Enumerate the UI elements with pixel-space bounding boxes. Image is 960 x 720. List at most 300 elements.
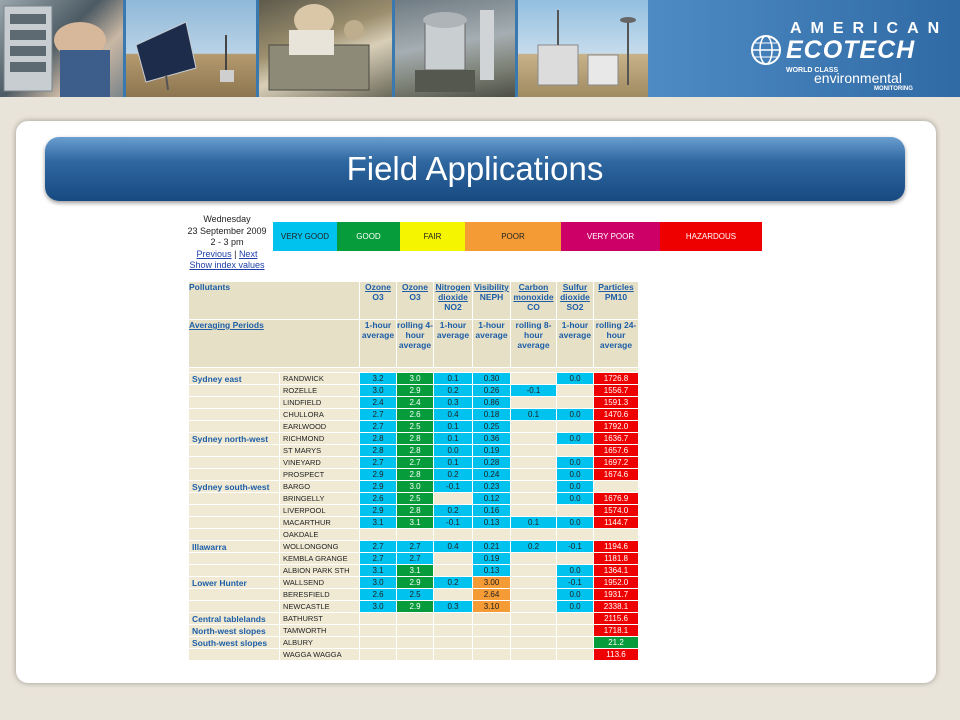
- reading-cell: [397, 613, 434, 625]
- reading-cell: 0.1: [434, 421, 473, 433]
- reading-cell: 0.28: [473, 457, 511, 469]
- reading-cell: 3.1: [397, 517, 434, 529]
- reading-cell: [360, 529, 397, 541]
- reading-cell: [557, 421, 594, 433]
- reading-cell: [511, 397, 557, 409]
- reading-cell: 2.8: [397, 469, 434, 481]
- legend-poor: POOR: [465, 222, 561, 251]
- reading-cell: [434, 625, 473, 637]
- reading-cell: 0.3: [434, 397, 473, 409]
- reading-cell: 0.0: [557, 409, 594, 421]
- region-name: [189, 517, 280, 529]
- col-header-visibility: [473, 282, 511, 320]
- site-name: BRINGELLY: [280, 493, 360, 505]
- col-code-o3-1: O3: [372, 292, 384, 302]
- table-row: [189, 553, 639, 565]
- brand-american: AMERICAN: [790, 20, 949, 37]
- col-header-pm10: [594, 282, 639, 320]
- reading-cell: [557, 529, 594, 541]
- col-name-pm10[interactable]: Particles: [598, 282, 634, 292]
- reading-cell: [397, 637, 434, 649]
- reading-cell: [557, 505, 594, 517]
- reading-cell: 3.0: [360, 601, 397, 613]
- legend-good: GOOD: [337, 222, 400, 251]
- region-name: Lower Hunter: [189, 577, 280, 589]
- col-code-so2: SO2: [566, 302, 584, 312]
- site-name: PROSPECT: [280, 469, 360, 481]
- brand-tagline-small: WORLD CLASS: [786, 67, 839, 74]
- site-name: TAMWORTH: [280, 625, 360, 637]
- table-row: [189, 373, 639, 385]
- site-name: WOLLONGONG: [280, 541, 360, 553]
- page-title: Field Applications: [346, 150, 604, 187]
- reading-cell: 2.9: [397, 601, 434, 613]
- reading-cell: [511, 625, 557, 637]
- reading-cell: 1697.2: [594, 457, 639, 469]
- reading-cell: 0.2: [434, 577, 473, 589]
- reading-cell: 113.6: [594, 649, 639, 661]
- region-name: [189, 601, 280, 613]
- header-pollutants-row: [189, 282, 639, 320]
- region-name: [189, 421, 280, 433]
- table-row: [189, 493, 639, 505]
- reading-cell: 2.64: [473, 589, 511, 601]
- header-banner: [0, 0, 960, 97]
- region-name: North-west slopes: [189, 625, 280, 637]
- region-name: [189, 649, 280, 661]
- reading-cell: 1556.7: [594, 385, 639, 397]
- reading-cell: 2.7: [397, 541, 434, 553]
- col-name-visibility[interactable]: Visibility: [474, 282, 509, 292]
- reading-cell: 1194.6: [594, 541, 639, 553]
- col-code-co: CO: [527, 302, 540, 312]
- reading-cell: -0.1: [511, 385, 557, 397]
- table-row: [189, 385, 639, 397]
- reading-cell: [557, 649, 594, 661]
- col-code-o3-2: O3: [409, 292, 421, 302]
- reading-cell: [511, 481, 557, 493]
- site-name: LINDFIELD: [280, 397, 360, 409]
- reading-cell: [511, 649, 557, 661]
- site-name: WALLSEND: [280, 577, 360, 589]
- reading-cell: [473, 625, 511, 637]
- reading-cell: 0.13: [473, 517, 511, 529]
- reading-cell: 2.9: [360, 481, 397, 493]
- reading-cell: 3.0: [397, 481, 434, 493]
- reading-cell: [557, 637, 594, 649]
- table-row: [189, 409, 639, 421]
- title-bar: [45, 137, 905, 201]
- reading-cell: 2.7: [360, 409, 397, 421]
- reading-cell: 21.2: [594, 637, 639, 649]
- region-name: [189, 457, 280, 469]
- reading-cell: 0.30: [473, 373, 511, 385]
- table-row: [189, 649, 639, 661]
- reading-cell: [360, 613, 397, 625]
- reading-cell: 0.1: [434, 373, 473, 385]
- site-name: ALBURY: [280, 637, 360, 649]
- reading-cell: [511, 589, 557, 601]
- reading-cell: [594, 481, 639, 493]
- site-name: ROZELLE: [280, 385, 360, 397]
- reading-cell: [511, 529, 557, 541]
- reading-cell: [360, 625, 397, 637]
- reading-cell: 3.1: [360, 565, 397, 577]
- reading-cell: 0.0: [434, 445, 473, 457]
- reading-cell: 3.2: [360, 373, 397, 385]
- table-row: [189, 529, 639, 541]
- reading-cell: 0.2: [434, 469, 473, 481]
- table-row: [189, 541, 639, 553]
- reading-cell: 1591.3: [594, 397, 639, 409]
- site-name: BERESFIELD: [280, 589, 360, 601]
- reading-cell: [511, 493, 557, 505]
- reading-cell: 2.5: [397, 589, 434, 601]
- brand-tagline-main: environmental: [814, 70, 902, 86]
- site-name: RICHMOND: [280, 433, 360, 445]
- site-name: KEMBLA GRANGE: [280, 553, 360, 565]
- avg-ozone-1: 1-hour average: [360, 320, 397, 368]
- region-name: [189, 385, 280, 397]
- reading-cell: 2.5: [397, 493, 434, 505]
- reading-cell: 0.12: [473, 493, 511, 505]
- reading-cell: 2.6: [397, 409, 434, 421]
- site-name: NEWCASTLE: [280, 601, 360, 613]
- reading-cell: [360, 637, 397, 649]
- reading-cell: [473, 529, 511, 541]
- brand-tagline-end: MONITORING: [874, 86, 913, 92]
- table-row: [189, 577, 639, 589]
- air-quality-legend: [273, 222, 762, 251]
- reading-cell: 2.5: [397, 421, 434, 433]
- col-name-no2[interactable]: Nitrogen dioxide: [435, 282, 471, 302]
- col-header-so2: [557, 282, 594, 320]
- reading-cell: 0.1: [511, 409, 557, 421]
- reading-cell: [434, 613, 473, 625]
- col-header-ozone-2: [397, 282, 434, 320]
- region-name: Sydney north-west: [189, 433, 280, 445]
- date-time-range: 2 - 3 pm: [210, 237, 244, 247]
- reading-cell: 2.8: [397, 433, 434, 445]
- col-name-so2[interactable]: Sulfur dioxide: [560, 282, 590, 302]
- table-row: [189, 565, 639, 577]
- reading-cell: 0.2: [511, 541, 557, 553]
- site-name: OAKDALE: [280, 529, 360, 541]
- legend-very-good: VERY GOOD: [273, 222, 337, 251]
- reading-cell: -0.1: [434, 517, 473, 529]
- legend-fair: FAIR: [400, 222, 465, 251]
- reading-cell: 0.4: [434, 409, 473, 421]
- reading-cell: 0.0: [557, 589, 594, 601]
- date-full: 23 September 2009: [187, 225, 267, 236]
- reading-cell: 0.0: [557, 457, 594, 469]
- reading-cell: 0.23: [473, 481, 511, 493]
- reading-cell: 2.4: [360, 397, 397, 409]
- reading-cell: 1574.0: [594, 505, 639, 517]
- site-name: LIVERPOOL: [280, 505, 360, 517]
- reading-cell: 2.9: [360, 469, 397, 481]
- reading-cell: [473, 637, 511, 649]
- reading-cell: [434, 565, 473, 577]
- reading-cell: 0.1: [511, 517, 557, 529]
- region-name: Illawarra: [189, 541, 280, 553]
- pollutants-header: [189, 282, 360, 320]
- table-row: [189, 517, 639, 529]
- reading-cell: 0.4: [434, 541, 473, 553]
- region-name: [189, 409, 280, 421]
- reading-cell: 1657.6: [594, 445, 639, 457]
- site-name: RANDWICK: [280, 373, 360, 385]
- region-name: Sydney east: [189, 373, 280, 385]
- reading-cell: 3.0: [360, 385, 397, 397]
- banner-photo-solar-panel: [126, 0, 256, 97]
- legend-hazardous: HAZARDOUS: [660, 222, 762, 251]
- site-name: EARLWOOD: [280, 421, 360, 433]
- table-row: [189, 613, 639, 625]
- reading-cell: 0.2: [434, 385, 473, 397]
- col-header-no2: [434, 282, 473, 320]
- region-name: Central tablelands: [189, 613, 280, 625]
- reading-cell: 1718.1: [594, 625, 639, 637]
- reading-cell: [557, 613, 594, 625]
- reading-cell: 2.7: [397, 457, 434, 469]
- table-row: [189, 589, 639, 601]
- reading-cell: [511, 613, 557, 625]
- legend-very-poor: VERY POOR: [561, 222, 660, 251]
- reading-cell: 1470.6: [594, 409, 639, 421]
- region-name: Sydney south-west: [189, 481, 280, 493]
- reading-cell: 1792.0: [594, 421, 639, 433]
- reading-cell: 0.0: [557, 601, 594, 613]
- reading-cell: [511, 373, 557, 385]
- avg-no2: 1-hour average: [434, 320, 473, 368]
- air-quality-table: [188, 281, 639, 661]
- col-name-ozone-1[interactable]: Ozone: [365, 282, 391, 292]
- reading-cell: 0.1: [434, 457, 473, 469]
- site-name: BARGO: [280, 481, 360, 493]
- reading-cell: [511, 637, 557, 649]
- averaging-periods-link[interactable]: Averaging Periods: [189, 320, 264, 330]
- brand-ecotech: ECOTECH: [786, 36, 916, 64]
- reading-cell: [434, 649, 473, 661]
- reading-cell: [434, 493, 473, 505]
- reading-cell: [511, 469, 557, 481]
- avg-co: rolling 8-hour average: [511, 320, 557, 368]
- reading-cell: [434, 589, 473, 601]
- reading-cell: [434, 637, 473, 649]
- prev-next-links: [182, 249, 272, 261]
- reading-cell: [511, 505, 557, 517]
- region-name: South-west slopes: [189, 637, 280, 649]
- avg-visibility: 1-hour average: [473, 320, 511, 368]
- reading-cell: -0.1: [557, 577, 594, 589]
- reading-cell: 0.0: [557, 493, 594, 505]
- region-name: [189, 397, 280, 409]
- banner-photo-station: [518, 0, 648, 97]
- reading-cell: 0.0: [557, 433, 594, 445]
- reading-cell: [557, 445, 594, 457]
- reading-cell: 0.0: [557, 469, 594, 481]
- reading-cell: 0.36: [473, 433, 511, 445]
- reading-cell: 1952.0: [594, 577, 639, 589]
- table-row: [189, 421, 639, 433]
- avg-ozone-2: rolling 4-hour average: [397, 320, 434, 368]
- reading-cell: [511, 421, 557, 433]
- reading-cell: 3.00: [473, 577, 511, 589]
- date-navigation: [182, 214, 272, 272]
- reading-cell: 2338.1: [594, 601, 639, 613]
- reading-cell: 1726.8: [594, 373, 639, 385]
- reading-cell: 2.8: [360, 433, 397, 445]
- reading-cell: 2.4: [397, 397, 434, 409]
- reading-cell: 1636.7: [594, 433, 639, 445]
- site-name: WAGGA WAGGA: [280, 649, 360, 661]
- site-name: ALBION PARK STH: [280, 565, 360, 577]
- solar-illustration: [126, 0, 256, 97]
- reading-cell: 0.0: [557, 565, 594, 577]
- header-averaging-row: [189, 320, 639, 368]
- reading-cell: [397, 529, 434, 541]
- col-header-co: [511, 282, 557, 320]
- reading-cell: [557, 625, 594, 637]
- table-row: [189, 481, 639, 493]
- region-name: [189, 445, 280, 457]
- reading-cell: 0.0: [557, 517, 594, 529]
- col-header-ozone-1: [360, 282, 397, 320]
- reading-cell: 2.6: [360, 589, 397, 601]
- reading-cell: [511, 565, 557, 577]
- reading-cell: [434, 553, 473, 565]
- reading-cell: 0.18: [473, 409, 511, 421]
- reading-cell: [511, 433, 557, 445]
- reading-cell: 2.7: [360, 553, 397, 565]
- next-link[interactable]: Next: [238, 248, 258, 259]
- reading-cell: [511, 445, 557, 457]
- reading-cell: 2.7: [360, 421, 397, 433]
- reading-cell: 0.1: [434, 433, 473, 445]
- region-name: [189, 553, 280, 565]
- site-name: CHULLORA: [280, 409, 360, 421]
- col-name-ozone-2[interactable]: Ozone: [402, 282, 428, 292]
- reading-cell: 2115.6: [594, 613, 639, 625]
- reading-cell: 3.0: [397, 373, 434, 385]
- show-index-values-link[interactable]: Show index values: [189, 260, 265, 270]
- reading-cell: [473, 613, 511, 625]
- reading-cell: 0.26: [473, 385, 511, 397]
- reading-cell: 2.8: [397, 505, 434, 517]
- reading-cell: 2.8: [360, 445, 397, 457]
- reading-cell: 1676.9: [594, 493, 639, 505]
- reading-cell: 3.0: [360, 577, 397, 589]
- reading-cell: -0.1: [557, 541, 594, 553]
- table-row: [189, 601, 639, 613]
- table-row: [189, 637, 639, 649]
- reading-cell: 0.2: [434, 505, 473, 517]
- link-separator: |: [234, 248, 237, 259]
- technician-illustration: [259, 0, 392, 97]
- col-code-no2: NO2: [444, 302, 462, 312]
- table-row: [189, 505, 639, 517]
- sampler-illustration: [395, 0, 515, 97]
- reading-cell: 2.7: [397, 553, 434, 565]
- reading-cell: 0.21: [473, 541, 511, 553]
- reading-cell: 3.1: [397, 565, 434, 577]
- reading-cell: [511, 457, 557, 469]
- region-name: [189, 565, 280, 577]
- globe-logo-icon: [750, 34, 782, 66]
- reading-cell: 2.7: [360, 541, 397, 553]
- reading-cell: 0.0: [557, 481, 594, 493]
- avg-so2: 1-hour average: [557, 320, 594, 368]
- table-row: [189, 433, 639, 445]
- site-name: MACARTHUR: [280, 517, 360, 529]
- reading-cell: 0.13: [473, 565, 511, 577]
- site-name: ST MARYS: [280, 445, 360, 457]
- reading-cell: 2.9: [397, 385, 434, 397]
- col-name-co[interactable]: Carbon monoxide: [513, 282, 554, 302]
- reading-cell: 0.86: [473, 397, 511, 409]
- reading-cell: [557, 397, 594, 409]
- banner-photo-instrument-rack: [0, 0, 123, 97]
- banner-photo-technician: [259, 0, 392, 97]
- reading-cell: 3.10: [473, 601, 511, 613]
- reading-cell: -0.1: [434, 481, 473, 493]
- reading-cell: 2.9: [397, 577, 434, 589]
- pollutants-label: Pollutants: [189, 282, 231, 292]
- site-name: VINEYARD: [280, 457, 360, 469]
- table-row: [189, 625, 639, 637]
- table-row: [189, 457, 639, 469]
- reading-cell: [511, 553, 557, 565]
- reading-cell: 1931.7: [594, 589, 639, 601]
- reading-cell: 1144.7: [594, 517, 639, 529]
- region-name: [189, 469, 280, 481]
- reading-cell: 2.9: [360, 505, 397, 517]
- date-day: Wednesday: [203, 214, 251, 224]
- region-name: [189, 529, 280, 541]
- reading-cell: [511, 601, 557, 613]
- reading-cell: [594, 529, 639, 541]
- reading-cell: [511, 577, 557, 589]
- previous-link[interactable]: Previous: [196, 248, 232, 259]
- reading-cell: 3.1: [360, 517, 397, 529]
- banner-photo-sampler: [395, 0, 515, 97]
- reading-cell: 1674.6: [594, 469, 639, 481]
- region-name: [189, 505, 280, 517]
- reading-cell: [397, 649, 434, 661]
- reading-cell: [473, 649, 511, 661]
- table-row: [189, 445, 639, 457]
- reading-cell: 0.16: [473, 505, 511, 517]
- reading-cell: 0.24: [473, 469, 511, 481]
- station-illustration: [518, 0, 648, 97]
- reading-cell: 0.0: [557, 373, 594, 385]
- reading-cell: [397, 625, 434, 637]
- averaging-header: [189, 320, 360, 368]
- rack-illustration: [0, 0, 123, 97]
- col-code-pm10: PM10: [604, 292, 628, 302]
- reading-cell: 0.19: [473, 445, 511, 457]
- reading-cell: [360, 649, 397, 661]
- reading-cell: [434, 529, 473, 541]
- reading-cell: 1364.1: [594, 565, 639, 577]
- col-code-neph: NEPH: [479, 292, 504, 302]
- site-name: BATHURST: [280, 613, 360, 625]
- reading-cell: 2.7: [360, 457, 397, 469]
- reading-cell: 0.19: [473, 553, 511, 565]
- reading-cell: 1181.8: [594, 553, 639, 565]
- reading-cell: [557, 553, 594, 565]
